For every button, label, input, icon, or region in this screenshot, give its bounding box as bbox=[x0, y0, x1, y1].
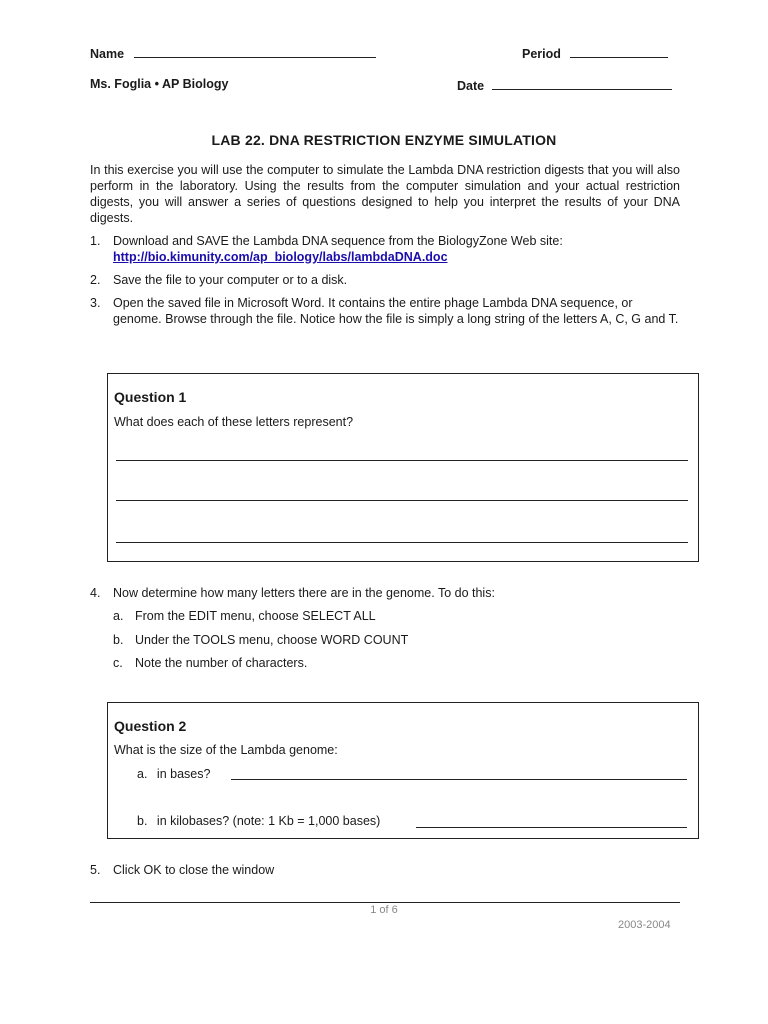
answer-line[interactable] bbox=[116, 460, 688, 461]
question-2-part-a bbox=[137, 767, 210, 781]
question-2-box bbox=[107, 702, 699, 839]
step-text: Click OK to close the window bbox=[113, 863, 275, 877]
step-number: 1. bbox=[90, 234, 101, 248]
footer-divider bbox=[90, 902, 680, 903]
step-text: Download and SAVE the Lambda DNA sequence from the BiologyZone Web site: bbox=[113, 234, 563, 248]
period-blank[interactable] bbox=[570, 45, 668, 58]
question-2-prompt: What is the size of the Lambda genome: bbox=[114, 743, 338, 757]
answer-line[interactable] bbox=[116, 542, 688, 543]
substep-letter: b. bbox=[113, 633, 124, 647]
part-text: in bases? bbox=[156, 767, 211, 781]
teacher-course: Ms. Foglia • AP Biology bbox=[90, 77, 229, 91]
question-1-box bbox=[107, 373, 699, 562]
step-number: 2. bbox=[90, 273, 101, 287]
part-text: in kilobases? (note: 1 Kb = 1,000 bases) bbox=[156, 814, 381, 828]
name-field-row bbox=[90, 45, 376, 61]
date-label: Date bbox=[457, 79, 485, 93]
step-text: Save the file to your computer or to a disk. bbox=[113, 273, 348, 287]
substep-text: Note the number of characters. bbox=[135, 656, 308, 670]
substep-letter: c. bbox=[113, 656, 123, 670]
kilobases-answer-line[interactable] bbox=[416, 827, 687, 828]
substep-letter: a. bbox=[113, 609, 124, 623]
school-year: 2003-2004 bbox=[618, 919, 671, 931]
step-number: 5. bbox=[90, 863, 101, 877]
substep-text: From the EDIT menu, choose SELECT ALL bbox=[135, 609, 376, 623]
question-2-title: Question 2 bbox=[114, 718, 187, 734]
name-blank[interactable] bbox=[134, 45, 376, 58]
lambda-dna-link[interactable]: http://bio.kimunity.com/ap_biology/labs/lambdaDNA.doc bbox=[113, 250, 448, 264]
period-label: Period bbox=[522, 47, 561, 61]
step-number: 3. bbox=[90, 296, 101, 310]
question-1-prompt: What does each of these letters represent? bbox=[114, 415, 354, 429]
step-number: 4. bbox=[90, 586, 101, 600]
step-text: Open the saved file in Microsoft Word. It contains the entire phage Lambda DNA sequence, or genome. Browse through the file. Notice how the file is simply a long string of the letters A, C, G and T. bbox=[113, 296, 679, 326]
date-field-row bbox=[457, 77, 672, 93]
substep-text: Under the TOOLS menu, choose WORD COUNT bbox=[135, 633, 409, 647]
answer-line[interactable] bbox=[116, 500, 688, 501]
date-blank[interactable] bbox=[492, 77, 672, 90]
question-2-part-b bbox=[137, 814, 380, 828]
question-1-title: Question 1 bbox=[114, 389, 187, 405]
part-letter: b. bbox=[137, 814, 148, 828]
period-field-row bbox=[522, 45, 668, 61]
name-label: Name bbox=[90, 47, 125, 61]
part-letter: a. bbox=[137, 767, 148, 781]
step-text: Now determine how many letters there are in the genome. To do this: bbox=[113, 586, 495, 600]
page-title: LAB 22. DNA RESTRICTION ENZYME SIMULATION bbox=[211, 132, 557, 148]
bases-answer-line[interactable] bbox=[231, 779, 687, 780]
intro-paragraph: In this exercise you will use the computer to simulate the Lambda DNA restriction digests that you will also perform in the laboratory. Using the results from the computer simulation and your actual restriction digests, you will answer a series of questions designed to help you interpret the results of your DNA digests. bbox=[90, 163, 680, 225]
page-number: 1 of 6 bbox=[370, 904, 398, 916]
